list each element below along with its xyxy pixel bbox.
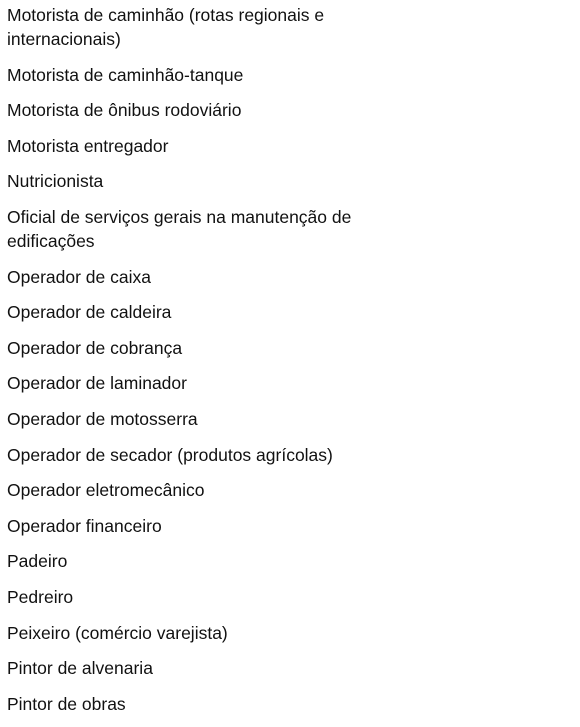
list-item: Operador de cobrança — [7, 337, 183, 358]
list-item: Operador eletromecânico — [7, 480, 205, 501]
list-item: Motorista de ônibus rodoviário — [7, 100, 242, 121]
list-item: Operador de caldeira — [7, 302, 172, 323]
list-item: Peixeiro (comércio varejista) — [7, 622, 228, 643]
list-item: Nutricionista — [7, 171, 104, 192]
list-item: Motorista entregador — [7, 135, 169, 156]
list-item: Motorista de caminhão (rotas regionais e internacionais) — [7, 5, 325, 49]
list-item: Operador de secador (produtos agrícolas) — [7, 444, 333, 465]
list-item: Padeiro — [7, 551, 68, 572]
list-item: Operador financeiro — [7, 515, 162, 536]
list-item: Pedreiro — [7, 586, 74, 607]
list-item: Motorista de caminhão-tanque — [7, 64, 244, 85]
list-item: Pintor de alvenaria — [7, 658, 153, 679]
list-item: Oficial de serviços gerais na manutenção de edificações — [7, 206, 352, 251]
list-item: Operador de motosserra — [7, 408, 198, 429]
list-item: Pintor de obras — [7, 693, 126, 714]
list-item: Operador de laminador — [7, 373, 187, 394]
occupation-list — [7, 3, 397, 727]
list-item: Operador de caixa — [7, 266, 151, 287]
